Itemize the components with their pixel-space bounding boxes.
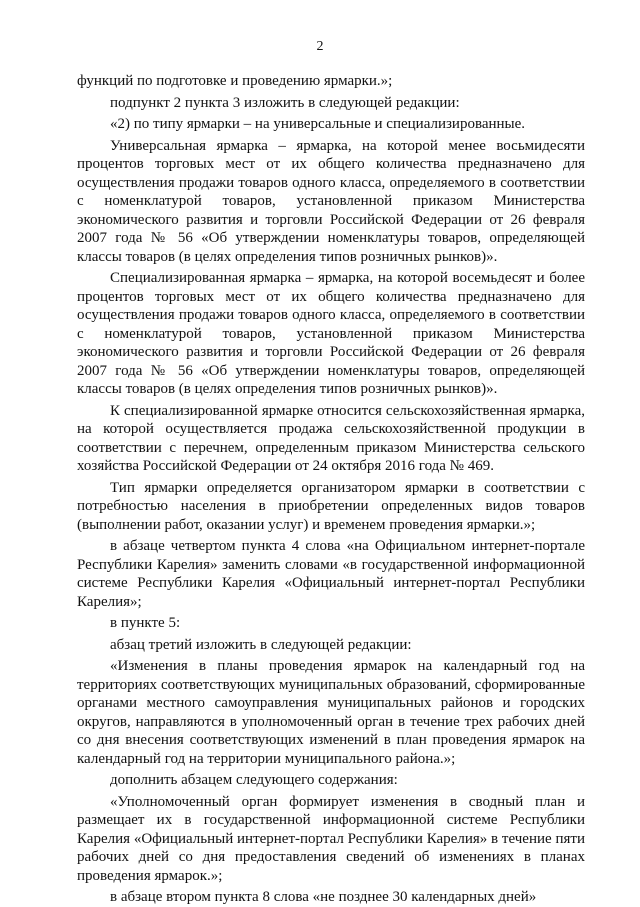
- text-line: Карелия»;: [77, 593, 142, 610]
- text-line: потребностью населения в приобретении определенных видов товаров: [77, 498, 585, 514]
- text-line: функций по подготовке и проведению ярмарки.»;: [77, 73, 393, 89]
- text-line: рабочих дней со дня предоставления сведений об изменениях в планах: [77, 849, 585, 865]
- paragraph: [77, 793, 585, 886]
- text-line: территориях соответствующих муниципальных образований, сформированные: [77, 676, 585, 693]
- text-line: округов, направляются в уполномоченный орган в течение трех рабочих дней: [77, 713, 585, 730]
- text-line: «Изменения в планы проведения ярмарок на календарный год на: [110, 658, 585, 674]
- text-line: проведения ярмарок.»;: [77, 867, 223, 884]
- paragraph: [77, 137, 585, 267]
- text-line: осуществления продажи товаров одного класса, определяемого в соответствии: [77, 174, 585, 191]
- text-line: соответствии с перечнем, определенным приказом Министерства сельского: [77, 439, 585, 456]
- text-line: абзац третий изложить в следующей редакции:: [110, 636, 412, 653]
- text-line: органами местного самоуправления муниципальных районов и городских: [77, 695, 585, 711]
- paragraph: [77, 269, 585, 399]
- text-line: Республики Карелия» заменить словами «в государственной информационной: [77, 556, 585, 573]
- text-line: системе Республики Карелия «Официальный интернет-портал Республики: [77, 575, 585, 591]
- paragraph: [77, 537, 585, 611]
- text-line: «Уполномоченный орган формирует изменения в сводный план и: [110, 793, 585, 810]
- paragraph: [77, 888, 585, 907]
- text-line: в абзаце втором пункта 8 слова «не позднее 30 календарных дней»: [110, 889, 537, 905]
- text-line: «2) по типу ярмарки – на универсальные и специализированные.: [110, 116, 526, 132]
- text-line: на которой осуществляется продажа сельскохозяйственной продукции в: [77, 421, 585, 437]
- paragraph: [77, 636, 585, 655]
- paragraph: [77, 614, 585, 633]
- text-line: Специализированная ярмарка – ярмарка, на которой восемьдесят и более: [110, 270, 585, 286]
- text-line: 2007 года № 56 «Об утверждении номенклатуры товаров, определяющей: [77, 230, 585, 246]
- document-body: [77, 72, 585, 907]
- text-line: дополнить абзацем следующего содержания:: [110, 772, 398, 788]
- text-line: календарный год на территории муниципального района.»;: [77, 750, 456, 767]
- paragraph: [77, 657, 585, 768]
- text-line: со дня внесения соответствующих изменений в план проведения ярмарок на: [77, 732, 585, 748]
- text-line: К специализированной ярмарке относится сельскохозяйственная ярмарка,: [110, 402, 585, 419]
- text-line: классы товаров (в целях определения типов розничных рынков)».: [77, 248, 498, 265]
- paragraph: [77, 771, 585, 790]
- text-line: размещает их в государственной информационной системе Республики: [77, 812, 585, 828]
- paragraph: [77, 402, 585, 476]
- text-line: в абзаце четвертом пункта 4 слова «на Официальном интернет-портале: [110, 538, 585, 554]
- text-line: экономического развития и торговли Российской Федерации от 26 февраля: [77, 344, 585, 360]
- text-line: процентов торговых мест от их общего количества предназначено для: [77, 156, 585, 172]
- text-line: (выполнении работ, оказании услуг) и временем проведения ярмарки.»;: [77, 516, 536, 533]
- paragraph: [77, 115, 585, 134]
- text-line: классы товаров (в целях определения типов розничных рынков)».: [77, 381, 498, 397]
- text-line: экономического развития и торговли Российской Федерации от 26 февраля: [77, 211, 585, 228]
- text-line: Карелия «Официальный интернет-портал Республики Карелия» в течение пяти: [77, 830, 585, 847]
- text-line: процентов торговых мест от их общего количества предназначено для: [77, 288, 585, 305]
- text-line: в пункте 5:: [110, 615, 181, 631]
- text-line: осуществления продажи товаров одного класса, определяемого в соответствии: [77, 307, 585, 323]
- text-line: с номенклатурой товаров, установленной приказом Министерства: [77, 193, 585, 209]
- text-line: подпункт 2 пункта 3 изложить в следующей редакции:: [110, 94, 460, 111]
- page-number: 2: [316, 39, 324, 54]
- text-line: 2007 года № 56 «Об утверждении номенклатуры товаров, определяющей: [77, 362, 585, 379]
- text-line: Универсальная ярмарка – ярмарка, на которой менее восьмидесяти: [110, 137, 585, 154]
- paragraph: [77, 479, 585, 535]
- text-line: с номенклатурой товаров, установленной приказом Министерства: [77, 325, 585, 342]
- text-line: Тип ярмарки определяется организатором ярмарки в соответствии с: [110, 479, 585, 496]
- text-line: хозяйства Российской Федерации от 24 октября 2016 года № 469.: [77, 458, 494, 474]
- paragraph: [77, 94, 585, 113]
- paragraph: [77, 72, 585, 91]
